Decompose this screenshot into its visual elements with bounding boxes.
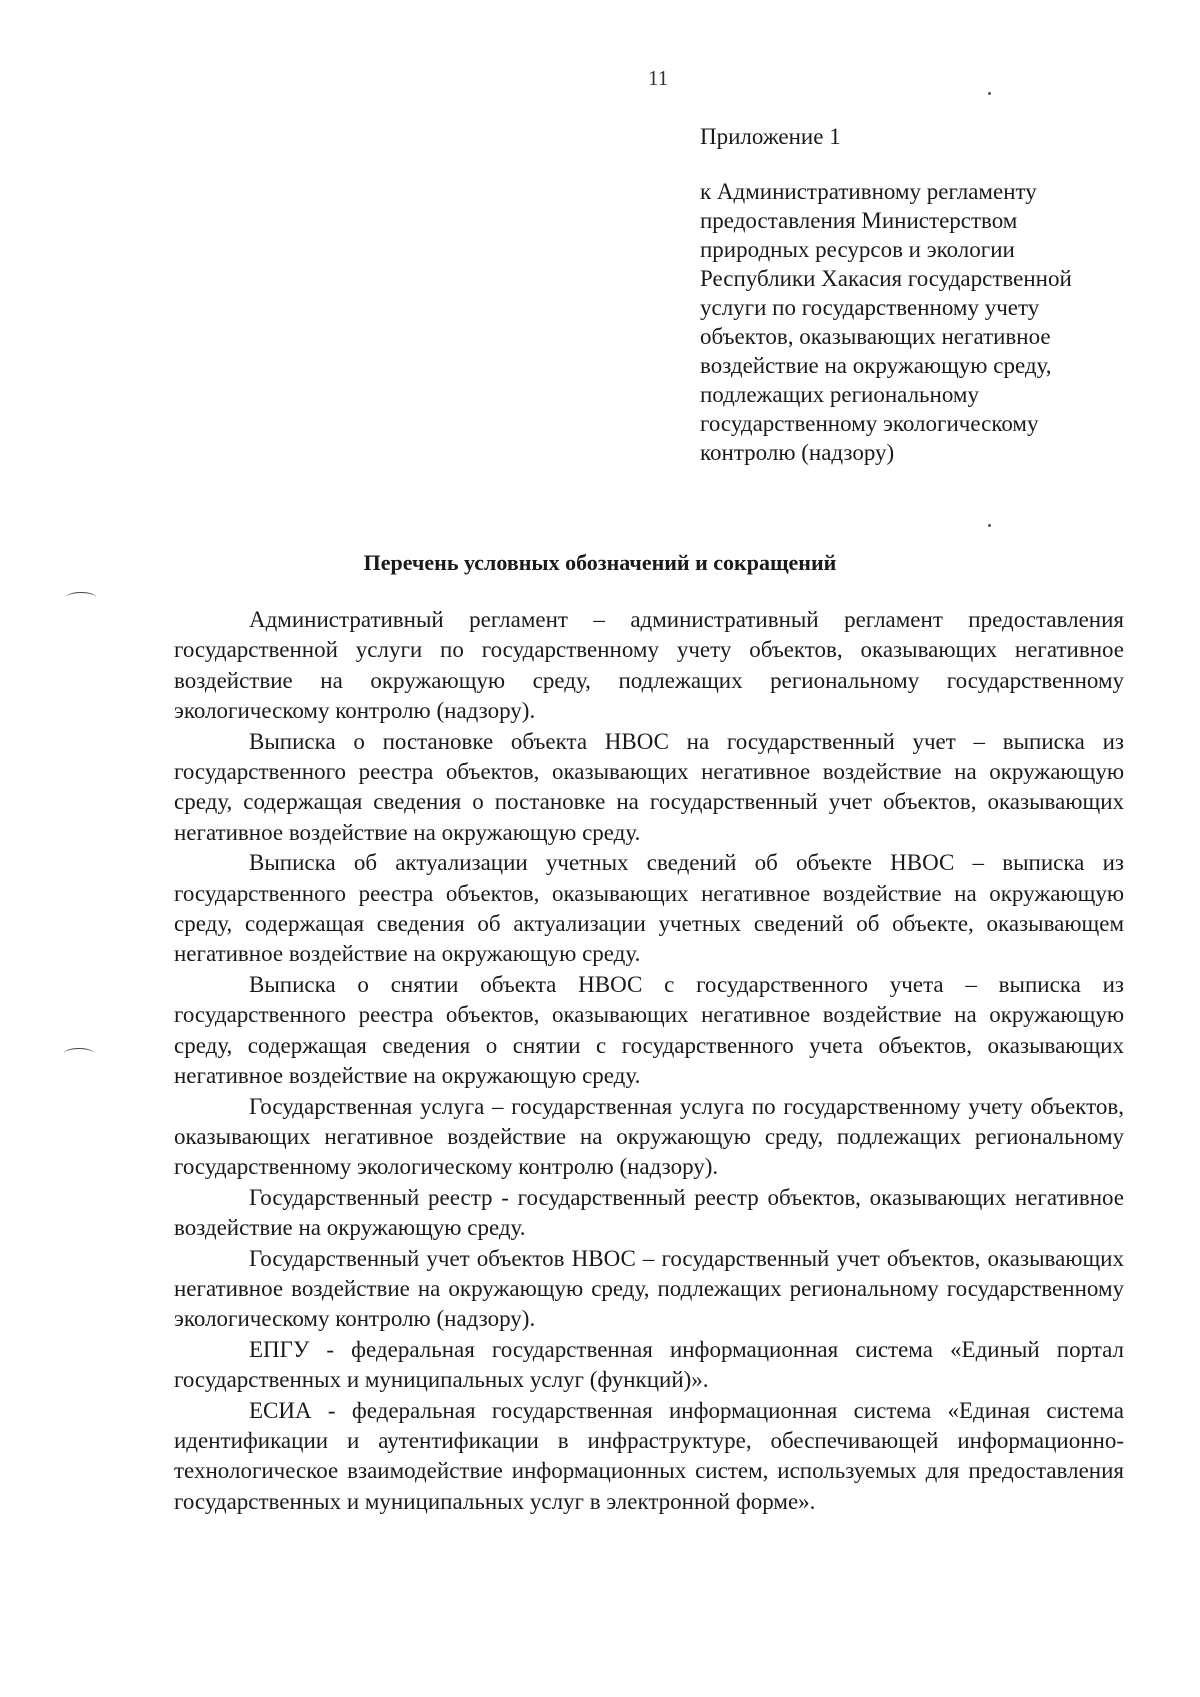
definition-paragraph: Выписка о снятии объекта НВОС с государственного учета – выписка из государственного реестра объектов, оказывающих негативное воздействие на окружающую среду, содержащая сведения о снятии с государственного учета объектов, оказывающих негативное воздействие на окружающую среду. [174, 971, 1124, 1089]
appendix-line: Республики Хакасия государственной [700, 266, 1072, 291]
definition-paragraph: ЕСИА - федеральная государственная информационная система «Единая система идентификации и аутентификации в инфраструктуре, обеспечивающей информационно-технологическое взаимодействие информационных систем, используемых для предоставления государственных и муниципальных услуг в электронной форме». [174, 1397, 1124, 1514]
definition-paragraph: Государственный реестр - государственный реестр объектов, оказывающих негативное воздействие на окружающую среду. [174, 1184, 1124, 1241]
appendix-line: объектов, оказывающих негативное [700, 324, 1051, 349]
margin-mark [66, 592, 96, 603]
definition-paragraph: Административный регламент – административный регламент предоставления государственной услуги по государственному учету объектов, оказывающих негативное воздействие на окружающую среду, подлежащих региональному государственному экологическому контролю (надзору). [174, 607, 1124, 724]
appendix-line: к Административному регламенту [700, 179, 1037, 204]
appendix-line: воздействие на окружающую среду, [700, 353, 1052, 378]
appendix-line: услуги по государственному учету [700, 295, 1040, 320]
appendix-line: предоставления Министерством [700, 208, 1018, 233]
appendix-line: контролю (надзору) [700, 440, 895, 465]
definitions-list [174, 605, 1124, 1517]
definition-paragraph: ЕПГУ - федеральная государственная информационная система «Единый портал государственных и муниципальных услуг (функций)». [174, 1336, 1124, 1393]
appendix-line: государственному экологическому [700, 411, 1039, 436]
scan-speck [988, 524, 991, 527]
appendix-line: природных ресурсов и экологии [700, 237, 1015, 262]
scan-speck [988, 92, 991, 95]
appendix-block [700, 122, 1140, 467]
appendix-caption [700, 177, 1140, 467]
definition-paragraph: Выписка о постановке объекта НВОС на государственный учет – выписка из государственного реестра объектов, оказывающих негативное воздействие на окружающую среду, содержащая сведения о постановке на государственный учет объектов, оказывающих негативное воздействие на окружающую среду. [174, 728, 1124, 845]
margin-mark [64, 1048, 94, 1059]
definition-paragraph: Выписка об актуализации учетных сведений об объекте НВОС – выписка из государственного реестра объектов, оказывающих негативное воздействие на окружающую среду, содержащая сведения об актуализации учетных сведений об объекте, оказывающем негативное воздействие на окружающую среду. [174, 850, 1124, 967]
appendix-title: Приложение 1 [700, 124, 841, 149]
document-heading: Перечень условных обозначений и сокращений [363, 550, 837, 575]
appendix-line: подлежащих региональному [700, 382, 979, 407]
definition-paragraph: Государственный учет объектов НВОС – государственный учет объектов, оказывающих негативное воздействие на окружающую среду, подлежащих региональному государственному экологическому контролю (надзору). [174, 1245, 1124, 1332]
definition-paragraph: Государственная услуга – государственная услуга по государственному учету объектов, оказывающих негативное воздействие на окружающую среду, подлежащих региональному государственному экологическому контролю (надзору). [174, 1093, 1124, 1180]
page-number: 11 [648, 66, 669, 90]
